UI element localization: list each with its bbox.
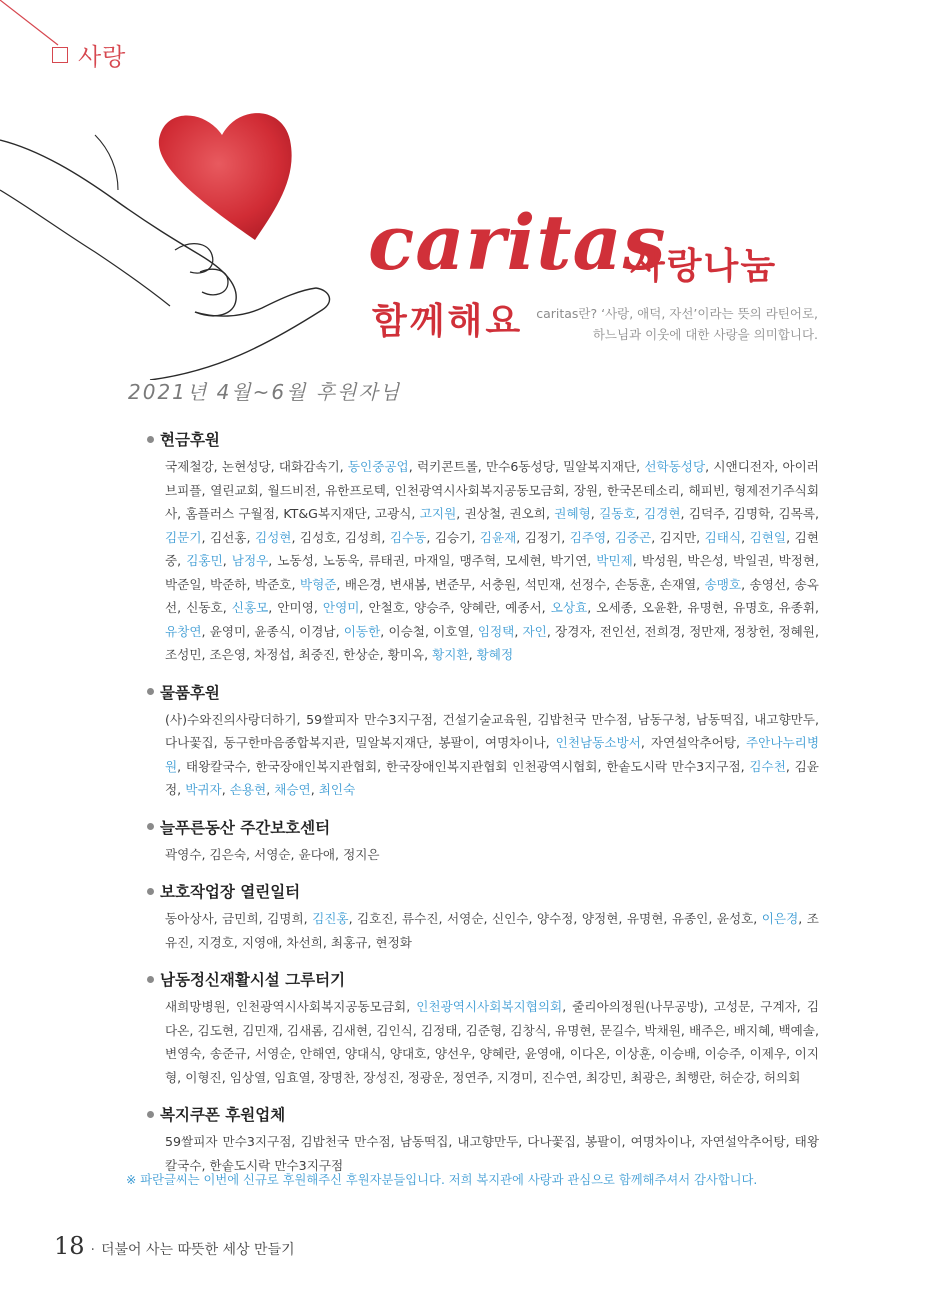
donor-name: 여명차이나 <box>484 735 546 750</box>
donor-name: 김밥천국 만수점 <box>537 711 629 727</box>
donor-name: 새희망병원 <box>165 999 226 1014</box>
donor-name: 장성진 <box>363 1069 400 1085</box>
donor-name: 내고향만두 <box>457 1134 519 1149</box>
donor-name: 윤영애 <box>524 1046 562 1061</box>
donor-name: 국제철강 <box>165 459 214 474</box>
donor-name: 한솥도시락 만수3지구점 <box>606 758 741 774</box>
donor-name: 정창헌 <box>733 623 771 639</box>
new-donor-name: 최인숙 <box>318 782 356 797</box>
donor-name: 이승주 <box>704 1046 742 1061</box>
donor-name: 장원 <box>573 482 599 498</box>
donor-name: 류태권 <box>368 553 405 568</box>
donor-name: 인천광역시사회복지공동모금회 <box>394 482 565 498</box>
donor-name: 조은영 <box>209 647 247 662</box>
donor-name: 한상순 <box>343 647 380 662</box>
donor-name: 선정수 <box>569 576 607 592</box>
donor-name: 백예솔 <box>778 1022 815 1038</box>
donor-name: 한국장애인복지관협회 <box>255 758 378 774</box>
bullet-icon <box>147 888 154 895</box>
donor-name: 곽영수 <box>165 846 202 862</box>
donor-name: KT&G복지재단 <box>283 506 367 521</box>
donor-name: 최홍규 <box>330 934 368 950</box>
donor-name: 해피빈 <box>688 482 726 498</box>
donor-name: 모세현 <box>505 553 542 568</box>
donor-name: 형제전기주식회사 <box>165 482 820 521</box>
donor-name: 손동훈 <box>614 576 652 592</box>
donor-name: 김윤정 <box>165 758 819 797</box>
donor-name: 정만재 <box>689 623 726 639</box>
donor-name: 유명현 <box>687 600 724 615</box>
donor-name: 윤다애 <box>298 846 336 862</box>
donor-name: 송옥선 <box>165 576 819 615</box>
new-donor-name: 김현일 <box>749 529 787 545</box>
donor-name: 양수정 <box>536 911 574 926</box>
donor-list: 새희망병원, 인천광역시사회복지공동모금회, 인천광역시사회복지협의회, 줄리아의정원(나무공방), 고성문, 구계자, 김다온, 김도현, 김민재, 김새롬, 김새현, 김인식, 김정태, 김준형, 김창식, 유명현, 문길수, 박채원, 배주은, 배지혜, 백예솔, 변영숙, 송준규, 서영순, 안해연, 양대식, 양대호, 양선우, 양혜란, 윤영애, 이다온, 이상훈, 이승배, 이승주, 이제우, 이지형, 이형진, 임상열, 임효열, 장명찬, 장성진, 정광운, 정연주, 지경미, 진수연, 최강민, 최광은, 최행란, 허순강, 허의회 <box>165 999 819 1085</box>
new-donor-name: 선학동성당 <box>644 459 706 474</box>
donor-name: 봉팔이 <box>585 1134 622 1149</box>
new-donor-name: 김홍민 <box>186 553 223 568</box>
donor-name: 김정기 <box>524 529 562 545</box>
donor-name: 차선희 <box>286 934 323 950</box>
new-donor-name: 자인 <box>522 623 547 639</box>
donor-name: 인천광역시사회복지공동모금회 <box>235 999 407 1014</box>
donor-name: 금민희 <box>222 911 259 926</box>
donor-name: 김민재 <box>242 1022 279 1038</box>
donor-name: 서충원 <box>479 576 517 592</box>
new-donor-name: 박귀자 <box>185 782 222 797</box>
donor-name: 마재일 <box>414 553 451 568</box>
new-donor-name: 권혜형 <box>554 506 591 521</box>
new-donor-name: 고지원 <box>419 506 457 521</box>
new-donor-name: 채승연 <box>274 782 311 797</box>
donor-name: 신동호 <box>186 600 223 615</box>
description-line-2: 하느님과 이웃에 대한 사랑을 의미합니다. <box>592 327 818 342</box>
together-subtitle: 함께해요 <box>372 301 524 342</box>
section-title: 복지쿠폰 후원업체 <box>160 1106 286 1124</box>
section-square-icon <box>52 47 68 63</box>
donor-name: 김은숙 <box>209 846 247 862</box>
new-donor-name: 임정택 <box>477 623 515 639</box>
donor-name: 변준무 <box>434 576 472 592</box>
donor-name: 최강민 <box>585 1069 623 1085</box>
donor-name: 박은성 <box>687 553 724 568</box>
donor-name: 김지만 <box>659 529 697 545</box>
donor-name: 이형진 <box>185 1069 222 1085</box>
donor-period-heading: 2021년 4월~6월 후원자님 <box>128 380 402 404</box>
donor-name: 이승철 <box>388 623 425 639</box>
donor-name: 양대식 <box>344 1046 382 1061</box>
donor-section <box>147 426 819 667</box>
donor-name: 윤종식 <box>254 623 291 639</box>
donor-name: 임효열 <box>274 1069 311 1085</box>
donor-name: 김선홍 <box>209 529 247 545</box>
donor-name: 줄리아의정원(나무공방) <box>572 999 704 1014</box>
donor-name: 김창식 <box>510 1022 547 1038</box>
donor-name: 유명현 <box>555 1022 592 1038</box>
donor-name: 유종휘 <box>778 600 816 615</box>
donor-name: 유명호 <box>732 600 770 615</box>
donor-name: 시앤디전자 <box>713 459 775 474</box>
donor-name: 김호진 <box>357 911 394 926</box>
donor-name: 최중진 <box>298 647 336 662</box>
donor-name: 노동성 <box>277 553 314 568</box>
donor-name: 서영순 <box>254 846 291 862</box>
donor-name: 이호열 <box>433 623 470 639</box>
new-donor-name: 박민제 <box>596 553 633 568</box>
donor-name: 현정화 <box>375 934 412 950</box>
donor-name: 김현중 <box>165 529 819 568</box>
new-donor-name: 김윤재 <box>479 529 517 545</box>
donor-section <box>147 1101 819 1177</box>
donor-name: 김밥천국 만수점 <box>300 1134 391 1149</box>
new-donor-name: 김문기 <box>165 529 202 545</box>
donor-section <box>147 814 819 867</box>
donor-name: 다나꽃집 <box>527 1134 576 1149</box>
section-title: 늘푸른동산 주간보호센터 <box>160 818 331 837</box>
donor-name: 서영순 <box>254 1046 292 1061</box>
donor-name: 김새롬 <box>286 1022 324 1038</box>
donor-name: 박준하 <box>209 576 247 592</box>
new-donor-footnote: ※ 파란글씨는 이번에 신규로 후원해주신 후원자분들입니다. 저희 복지관에 사랑과 관심으로 함께해주셔서 감사합니다. <box>126 1173 758 1187</box>
new-donor-name: 인천남동소방서 <box>555 735 641 750</box>
bullet-icon <box>147 436 154 443</box>
donor-name: 김명학 <box>733 506 771 521</box>
donor-name: 김목록 <box>778 506 816 521</box>
donor-list: 동아상사, 금민희, 김명희, 김진홍, 김호진, 류수진, 서영순, 신인수, 양수정, 양정현, 유명현, 유종인, 윤성호, 이은경, 조유진, 지경호, 지영애, 차선희, 최홍규, 현정화 <box>165 911 819 950</box>
new-donor-name: 황지환 <box>432 647 469 662</box>
donor-name: 이상훈 <box>614 1046 652 1061</box>
donor-name: 박준일 <box>165 576 202 592</box>
donor-name: 안미영 <box>277 600 314 615</box>
donor-name: 예종서 <box>505 600 542 615</box>
donor-name: 류수진 <box>402 911 439 926</box>
section-heading <box>147 426 819 452</box>
new-donor-name: 김성현 <box>254 529 292 545</box>
donor-name: 권오희 <box>509 506 546 521</box>
donor-section <box>147 966 819 1089</box>
new-donor-name: 김경현 <box>643 506 681 521</box>
new-donor-name: 이동한 <box>343 623 381 639</box>
donor-name: (사)수와진의사랑더하기 <box>165 711 297 727</box>
footer-separator: · <box>90 1242 95 1258</box>
donor-name: 동구한마음종합복지관 <box>223 735 346 750</box>
donor-name: 조유진 <box>165 911 819 950</box>
donor-name: 고성문 <box>713 999 751 1014</box>
donor-name: 장경자 <box>555 623 592 639</box>
new-donor-name: 송맹호 <box>704 576 742 592</box>
donor-name: 장명찬 <box>318 1069 356 1085</box>
donor-name: 여명차이나 <box>630 1134 692 1149</box>
donor-name: 태왕칼국수 <box>185 758 247 774</box>
donor-name: 김성호 <box>299 529 337 545</box>
new-donor-name: 오상효 <box>550 600 588 615</box>
donor-name: 임상열 <box>229 1069 267 1085</box>
new-donor-name: 황혜정 <box>476 647 514 662</box>
donor-name: 권상철 <box>464 506 502 521</box>
donor-name: 김명희 <box>267 911 304 926</box>
donor-sections <box>147 426 819 1189</box>
section-heading <box>147 878 819 904</box>
donor-name: 신인수 <box>491 911 529 926</box>
sharing-title: 사랑나눔 <box>630 246 778 287</box>
donor-name: 차정섭 <box>254 647 291 662</box>
donor-name: 송준규 <box>209 1046 247 1061</box>
donor-name: 유한프로텍 <box>325 482 386 498</box>
donor-name: 자연설악추어탕 <box>700 1134 786 1149</box>
donor-name: 남동구청 <box>637 711 687 727</box>
donor-name: 지경미 <box>496 1069 534 1085</box>
donor-list: (사)수와진의사랑더하기, 59쌀피자 만수3지구점, 건설기술교육원, 김밥천국 만수점, 남동구청, 남동떡집, 내고향만두, 다나꽃집, 동구한마음종합복지관, 밀알복지재단, 봉팔이, 여명차이나, 인천남동소방서, 자연설악추어탕, 주안나누리병원, 태왕칼국수, 한국장애인복지관협회, 한국장애인복지관협회 인천광역시협회, 한솥도시락 만수3지구점, 김수천, 김윤정, 박귀자, 손용현, 채승연, 최인숙 <box>165 711 819 797</box>
donor-name: 정혜원 <box>778 623 815 639</box>
donor-name: 지영애 <box>241 934 279 950</box>
donor-name: 양혜란 <box>479 1046 517 1061</box>
section-tag <box>52 37 126 72</box>
donor-name: 양정현 <box>581 911 619 926</box>
donor-name: 59쌀피자 만수3지구점 <box>165 1134 292 1149</box>
donor-name: 남동떡집 <box>399 1134 449 1149</box>
donor-name: 열린교회 <box>210 482 259 498</box>
hand-heart-illustration <box>0 80 380 380</box>
donor-name: 배주은 <box>689 1022 726 1038</box>
new-donor-name: 김수동 <box>389 529 427 545</box>
donor-name: 박준호 <box>254 576 292 592</box>
donor-name: 김덕주 <box>688 506 726 521</box>
donor-list: 곽영수, 김은숙, 서영순, 윤다애, 정지은 <box>165 846 380 862</box>
caritas-title: caritas <box>368 198 667 287</box>
donor-name: 밀알복지재단 <box>355 735 429 750</box>
donor-name: 양승주 <box>414 600 451 615</box>
donor-name: 맹주혁 <box>459 553 497 568</box>
donor-name: 남동떡집 <box>695 711 745 727</box>
donor-name: 자연설악추어탕 <box>650 735 736 750</box>
donor-name: 윤성호 <box>716 911 754 926</box>
donor-name: 만수6동성당 <box>486 459 555 474</box>
donor-name: 월드비전 <box>267 482 317 498</box>
donor-name: 박채원 <box>644 1022 681 1038</box>
donor-name: 황미옥 <box>387 647 425 662</box>
donor-name: 김인식 <box>376 1022 413 1038</box>
section-title: 남동정신재활시설 그루터기 <box>160 971 346 989</box>
donor-name: 김성희 <box>344 529 382 545</box>
section-heading <box>147 679 819 705</box>
donor-name: 김새현 <box>331 1022 369 1038</box>
donor-name: 김도현 <box>197 1022 235 1038</box>
section-heading <box>147 814 819 840</box>
donor-name: 유명현 <box>626 911 664 926</box>
donor-name: 조성민 <box>165 647 202 662</box>
donor-name: 김정태 <box>420 1022 458 1038</box>
donor-name: 송영선 <box>749 576 787 592</box>
donor-name: 고광식 <box>374 506 412 521</box>
donor-name: 김준형 <box>465 1022 503 1038</box>
donor-name: 대화감속기 <box>278 459 340 474</box>
new-donor-name: 인천광역시사회복지협의회 <box>416 999 563 1014</box>
donor-name: 지경호 <box>197 934 234 950</box>
donor-name: 오윤환 <box>641 600 679 615</box>
description-line-1: caritas란? ‘사랑, 애덕, 자선’이라는 뜻의 라틴어로, <box>536 306 818 321</box>
donor-name: 한국장애인복지관협회 인천광역시협회 <box>385 758 598 774</box>
donor-name: 안해연 <box>299 1046 337 1061</box>
new-donor-name: 김태식 <box>704 529 742 545</box>
new-donor-name: 김중곤 <box>614 529 652 545</box>
donor-name: 봉팔이 <box>438 735 475 750</box>
bullet-icon <box>147 823 154 830</box>
donor-name: 이제우 <box>749 1046 787 1061</box>
new-donor-name: 신홍모 <box>231 600 269 615</box>
donor-name: 양혜란 <box>459 600 497 615</box>
donor-name: 서영순 <box>446 911 484 926</box>
donor-name: 다나꽃집 <box>165 735 214 750</box>
new-donor-name: 유창연 <box>165 623 202 639</box>
new-donor-name: 동인중공업 <box>347 459 409 474</box>
donor-name: 석민재 <box>524 576 562 592</box>
donor-name: 양대호 <box>389 1046 427 1061</box>
donor-name: 정광운 <box>407 1069 445 1085</box>
donor-name: 정지은 <box>343 846 380 862</box>
donor-name: 태왕칼국수 <box>165 1134 819 1173</box>
donor-name: 정연주 <box>452 1069 489 1085</box>
donor-name: 59쌀피자 만수3지구점 <box>306 711 433 727</box>
bullet-icon <box>147 1111 154 1118</box>
donor-section <box>147 679 819 802</box>
donor-name: 전인선 <box>599 623 637 639</box>
new-donor-name: 손용현 <box>229 782 267 797</box>
donor-list: 국제철강, 논현성당, 대화감속기, 동인중공업, 럭키콘트롤, 만수6동성당, 밀알복지재단, 선학동성당, 시앤디전자, 아이러브피플, 열린교회, 월드비전, 유한프로텍, 인천광역시사회복지공동모금회, 장원, 한국몬테소리, 해피빈, 형제전기주식회사, 홈플러스 구월점, KT&G복지재단, 고광식, 고지원, 권상철, 권오희, 권혜형, 길동호, 김경현, 김덕주, 김명학, 김목록, 김문기, 김선홍, 김성현, 김성호, 김성희, 김수동, 김승기, 김윤재, 김정기, 김주영, 김중곤, 김지만, 김태식, 김현일, 김현중, 김홍민, 남정우, 노동성, 노동욱, 류태권, 마재일, 맹주혁, 모세현, 박기연, 박민제, 박성원, 박은성, 박일권, 박정현, 박준일, 박준하, 박준호, 박형준, 배은경, 변새봄, 변준무, 서충원, 석민재, 선정수, 손동훈, 손재열, 송맹호, 송영선, 송옥선, 신동호, 신홍모, 안미영, 안영미, 안철호, 양승주, 양혜란, 예종서, 오상효, 오세종, 오윤환, 유명현, 유명호, 유종휘, 유창연, 윤영미, 윤종식, 이경남, 이동한, 이승철, 이호열, 임정택, 자인, 장경자, 전인선, 전희경, 정만재, 정창헌, 정혜원, 조성민, 조은영, 차정섭, 최중진, 한상순, 황미옥, 황지환, 황혜정 <box>165 459 820 662</box>
new-donor-name: 길동호 <box>599 506 636 521</box>
donor-name: 변영숙 <box>165 1046 202 1061</box>
section-title: 보호작업장 열린일터 <box>160 883 301 901</box>
new-donor-name: 김수천 <box>749 758 786 774</box>
donor-name: 유종인 <box>671 911 709 926</box>
donor-name: 김승기 <box>434 529 472 545</box>
section-title: 물품후원 <box>160 683 220 702</box>
donor-name: 럭키콘트롤 <box>416 459 478 474</box>
donor-name: 이지형 <box>165 1046 819 1085</box>
new-donor-name: 안영미 <box>322 600 360 615</box>
donor-name: 한국몬테소리 <box>606 482 680 498</box>
donor-name: 박일권 <box>732 553 770 568</box>
donor-name: 구계자 <box>760 999 797 1014</box>
donor-name: 양선우 <box>434 1046 472 1061</box>
new-donor-name: 김주영 <box>569 529 607 545</box>
donor-name: 최행란 <box>674 1069 712 1085</box>
donor-name: 윤영미 <box>209 623 247 639</box>
donor-name: 이경남 <box>299 623 336 639</box>
donor-list: 59쌀피자 만수3지구점, 김밥천국 만수점, 남동떡집, 내고향만두, 다나꽃집, 봉팔이, 여명차이나, 자연설악추어탕, 태왕칼국수, 한솥도시락 만수3지구점 <box>165 1134 819 1173</box>
donor-name: 한솥도시락 만수3지구점 <box>209 1157 344 1173</box>
section-heading <box>147 1101 819 1127</box>
donor-name: 박정현 <box>778 553 816 568</box>
donor-name: 이다온 <box>569 1046 607 1061</box>
donor-name: 손재열 <box>659 576 697 592</box>
footer-title: 더불어 사는 따뜻한 세상 만들기 <box>101 1242 295 1258</box>
donor-name: 김다온 <box>165 999 819 1038</box>
new-donor-name: 이은경 <box>761 911 799 926</box>
new-donor-name: 박형준 <box>299 576 337 592</box>
donor-name: 이승배 <box>659 1046 697 1061</box>
donor-name: 홈플러스 구월점 <box>185 506 276 521</box>
donor-section <box>147 878 819 954</box>
section-title: 현금후원 <box>160 431 220 449</box>
section-label: 사랑 <box>78 43 127 71</box>
donor-name: 내고향만두 <box>754 711 815 727</box>
section-heading <box>147 966 819 992</box>
donor-name: 박기연 <box>550 553 588 568</box>
caritas-description <box>536 303 818 345</box>
donor-name: 허의회 <box>763 1069 801 1085</box>
bullet-icon <box>147 976 154 983</box>
donor-name: 허순강 <box>719 1069 756 1085</box>
new-donor-name: 주안나누리병원 <box>165 735 819 774</box>
donor-name: 오세종 <box>596 600 633 615</box>
donor-name: 논현성당 <box>221 459 271 474</box>
donor-name: 배지혜 <box>733 1022 771 1038</box>
donor-name: 아이러브피플 <box>165 459 819 498</box>
bullet-icon <box>147 688 154 695</box>
donor-name: 최광은 <box>630 1069 667 1085</box>
donor-name: 노동욱 <box>322 553 360 568</box>
page-footer <box>54 1232 295 1260</box>
new-donor-name: 남정우 <box>231 553 269 568</box>
donor-name: 박성원 <box>641 553 679 568</box>
donor-name: 안철호 <box>368 600 405 615</box>
donor-name: 문길수 <box>599 1022 637 1038</box>
donor-name: 전희경 <box>644 623 681 639</box>
page-number: 18 <box>54 1232 85 1260</box>
donor-name: 변새봄 <box>389 576 427 592</box>
new-donor-name: 김진홍 <box>312 911 349 926</box>
donor-name: 밀알복지재단 <box>563 459 637 474</box>
donor-name: 진수연 <box>541 1069 578 1085</box>
donor-name: 건설기술교육원 <box>442 711 528 727</box>
donor-name: 배은경 <box>344 576 382 592</box>
donor-name: 동아상사 <box>165 911 214 926</box>
